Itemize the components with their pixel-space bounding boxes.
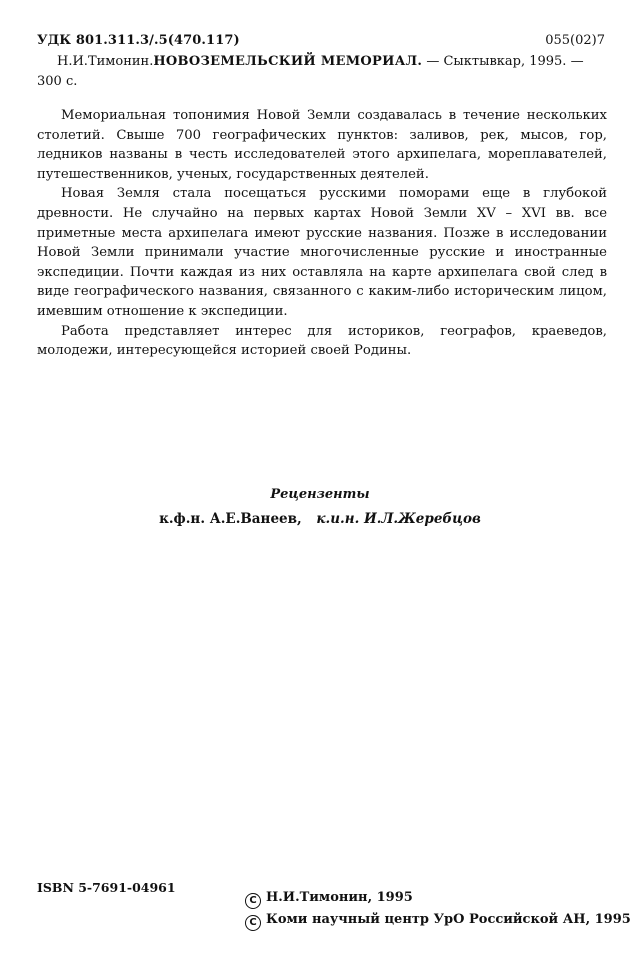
copyright-line-author xyxy=(245,887,631,909)
abstract xyxy=(37,106,607,361)
bibliographic-entry xyxy=(37,52,607,92)
copyright-icon: C xyxy=(245,915,261,931)
reviewer-2: к.и.н. И.Л.Жеребцов xyxy=(316,511,481,527)
reviewer-1: к.ф.н. А.Е.Ванеев, xyxy=(159,511,302,527)
author-name: Н.И.Тимонин. xyxy=(57,54,154,69)
udk-code: УДК 801.311.3/.5(470.117) xyxy=(37,33,240,48)
imprint: — Сыктывкар, 1995. — 300 с. xyxy=(37,54,584,89)
copyright-line-publisher xyxy=(245,909,631,931)
abstract-paragraph-1: Мемориальная топонимия Новой Земли создавалась в течение нескольких столетий. Свыше 700 географических пунктов: заливов, рек, мысов, гор, ледников названы в честь исследователей этого архипелага, мореплавателей, путешественников, ученых, государственных деятелей. xyxy=(37,108,607,182)
classification-code: 055(02)7 xyxy=(545,33,605,48)
isbn: ISBN 5-7691-04961 xyxy=(37,880,176,895)
reviewers-list xyxy=(0,511,640,527)
book-title: НОВОЗЕМЕЛЬСКИЙ МЕМОРИАЛ. xyxy=(153,54,423,69)
copyright-author: Н.И.Тимонин, 1995 xyxy=(266,890,413,905)
reviewers-heading: Рецензенты xyxy=(270,487,370,502)
copyright-block xyxy=(245,887,631,931)
copyright-publisher: Коми научный центр УрО Российской АН, 1995 xyxy=(266,912,631,927)
abstract-paragraph-2: Новая Земля стала посещаться русскими поморами еще в глубокой древности. Не случайно на первых картах Новой Земли XV – XVI вв. все приметные места архипелага имеют русские названия. Позже в исследовании Новой Земли принимали участие многочисленные русские и иностранные экспедиции. Почти каждая из них оставляла на карте архипелага свой след в виде географического названия, связанного с каким-либо историческим лицом, имевшим отношение к экспедиции. xyxy=(37,186,607,319)
copyright-icon: C xyxy=(245,893,261,909)
abstract-paragraph-3: Работа представляет интерес для историков, географов, краеведов, молодежи, интересующейся историей своей Родины. xyxy=(37,323,607,359)
